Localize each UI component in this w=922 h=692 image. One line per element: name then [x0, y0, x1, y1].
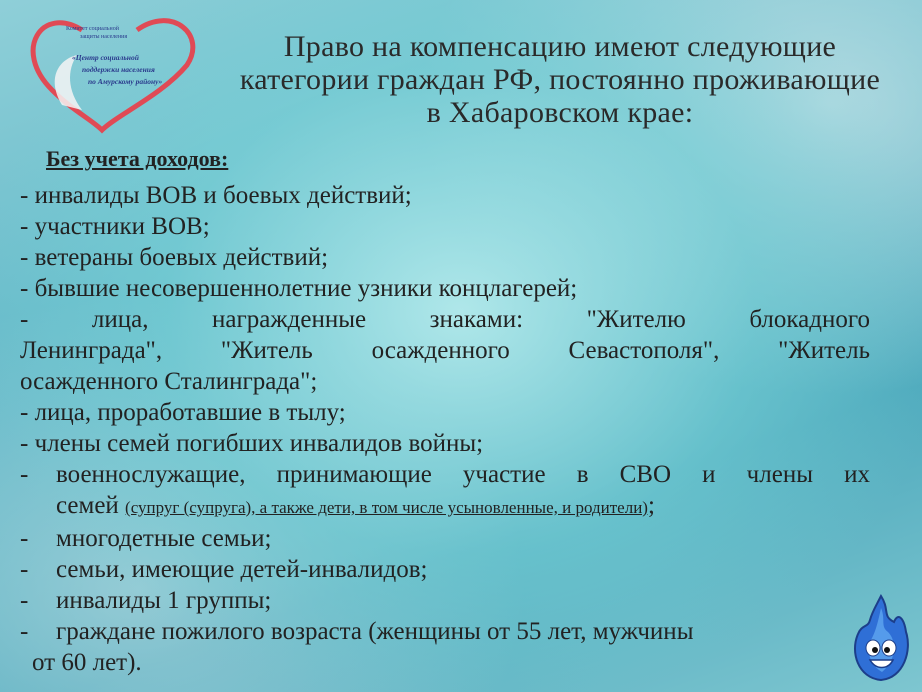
page-title: Право на компенсацию имеют следующие категории граждан РФ, постоянно проживающие в Хабаровском крае: [239, 30, 881, 129]
list-item-text: военнослужащие, принимающие участие в СВО и члены их [56, 461, 870, 488]
hands-icon [55, 55, 82, 110]
logo-line5: по Амурскому району» [88, 77, 163, 86]
list-item-text: граждане пожилого возраста (женщины от 55 лет, мужчины [56, 618, 694, 645]
list-item: - бывшие несовершеннолетние узники концлагерей; [20, 275, 578, 302]
logo-line1: Комитет социальной [66, 26, 119, 32]
list-item: - инвалиды ВОВ и боевых действий; [20, 182, 412, 209]
list-item-line: - лица, награжденные знаками: "Жителю блокадного [20, 306, 870, 333]
list-item-line: от 60 лет). [32, 649, 142, 676]
list-dash: - [20, 587, 29, 614]
list-item-note: (супруг (супруга), а также дети, в том числе усыновленные, и родители) [125, 498, 648, 517]
categories-list [20, 180, 870, 678]
list-item-line [20, 459, 870, 490]
section-subtitle: Без учета доходов: [46, 146, 229, 171]
organization-logo [22, 10, 202, 135]
logo-line2: защиты населения [80, 34, 128, 40]
list-item-line: Ленинграда", "Житель осажденного Севастополя", "Житель [20, 337, 870, 364]
list-item: - члены семей погибших инвалидов войны; [20, 430, 484, 457]
list-item-text: семей [56, 492, 119, 519]
list-item [20, 616, 870, 678]
list-item-text: многодетные семьи; [56, 525, 272, 552]
list-item-text: инвалиды 1 группы; [56, 587, 272, 614]
list-item [20, 523, 870, 554]
list-dash: - [20, 556, 29, 583]
list-item-end: ; [647, 492, 655, 519]
list-item-line [20, 616, 870, 647]
list-item-line [20, 490, 870, 523]
list-item: - лица, проработавшие в тылу; [20, 399, 346, 426]
list-item [20, 554, 870, 585]
list-dash: - [20, 525, 29, 552]
blue-flame-mascot-icon [846, 592, 916, 684]
list-item [20, 459, 870, 523]
list-dash: - [20, 461, 29, 488]
list-item [20, 585, 870, 616]
list-item: - ветераны боевых действий; [20, 244, 329, 271]
list-item: - участники ВОВ; [20, 213, 210, 240]
list-item-line: осажденного Сталинграда"; [20, 368, 318, 395]
list-item [20, 304, 870, 397]
list-item-text: семьи, имеющие детей-инвалидов; [56, 556, 428, 583]
logo-line4: поддержки населения [82, 65, 155, 74]
list-dash: - [20, 618, 29, 645]
logo-line3: «Центр социальной [72, 53, 139, 62]
